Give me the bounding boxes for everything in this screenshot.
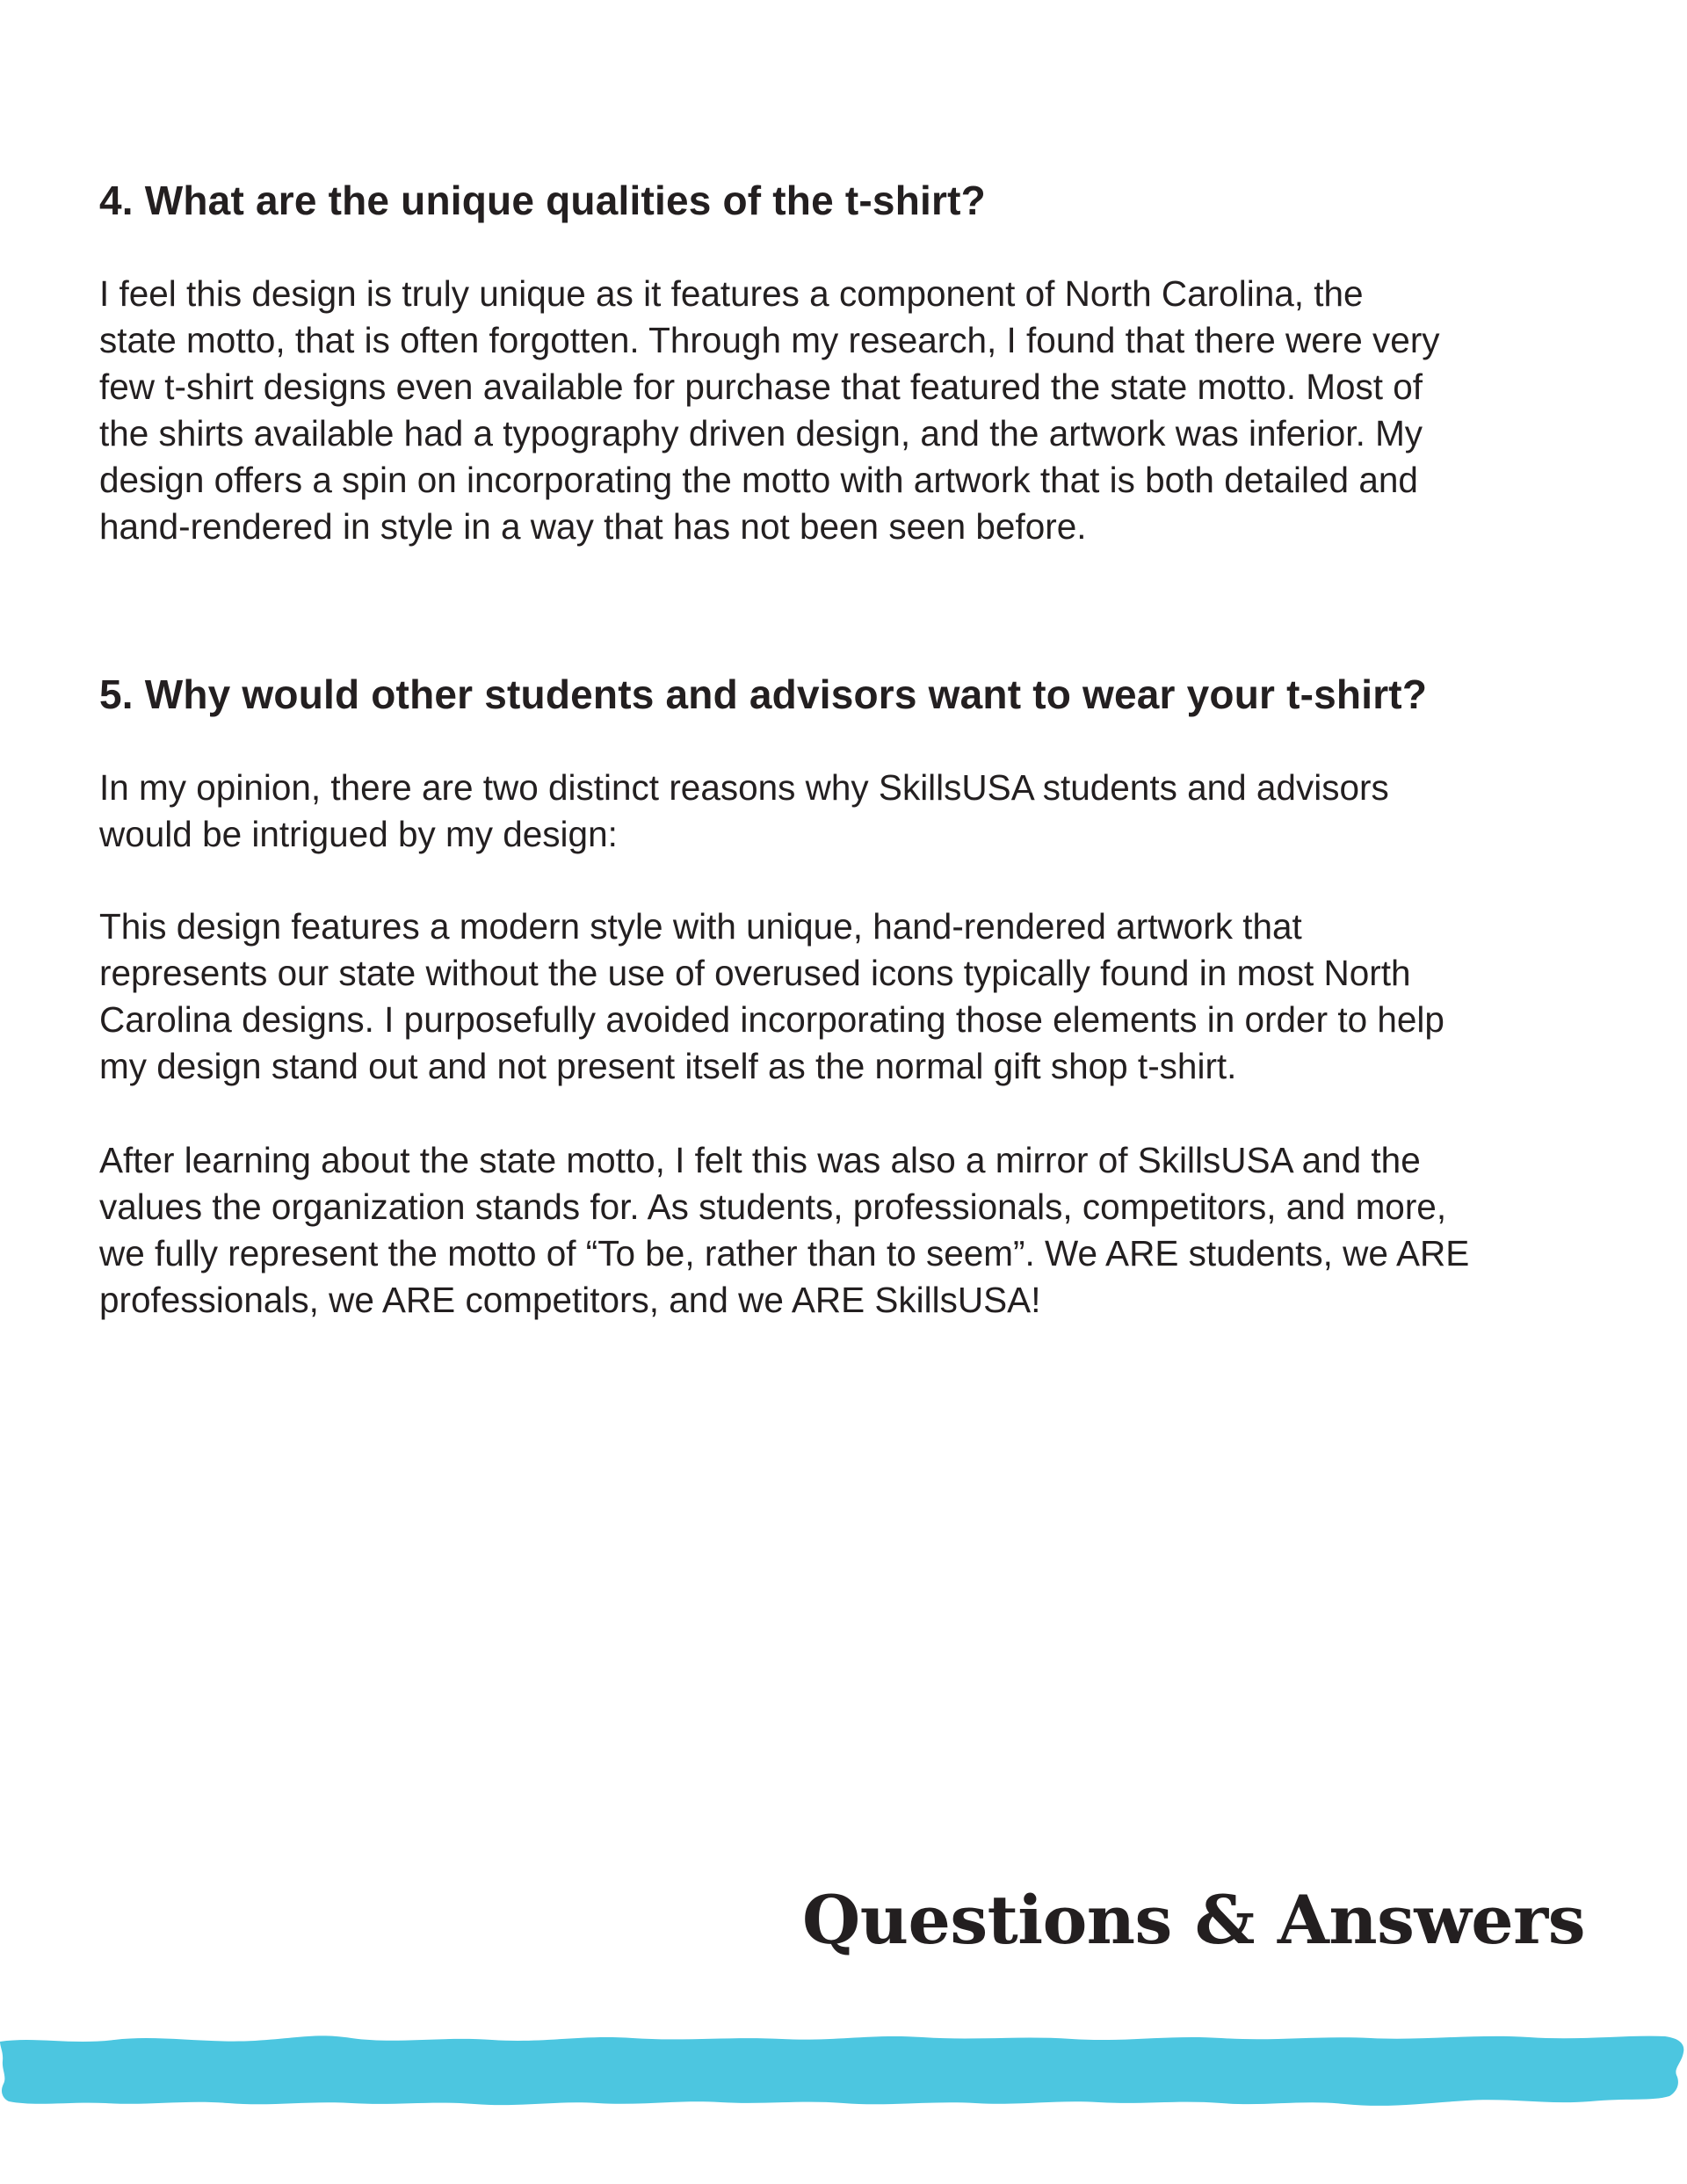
brush-stroke-shape	[0, 2035, 1683, 2105]
text-line: my design stand out and not present itself as the normal gift shop t-shirt.	[99, 1046, 1237, 1086]
answer-5-reason-2-paragraph	[99, 1137, 1469, 1324]
text-line: represents our state without the use of overused icons typically found in most North	[99, 953, 1411, 993]
text-line: This design features a modern style with unique, hand-rendered artwork that	[99, 906, 1302, 947]
answer-4-paragraph	[99, 271, 1440, 550]
text-line: I feel this design is truly unique as it features a component of North Carolina, the	[99, 273, 1364, 314]
text-line: In my opinion, there are two distinct reasons why SkillsUSA students and advisors	[99, 767, 1389, 808]
footer-title: Questions & Answers	[802, 1881, 1585, 1959]
text-line: professionals, we ARE competitors, and we ARE SkillsUSA!	[99, 1280, 1041, 1320]
text-line: few t-shirt designs even available for purchase that featured the state motto. Most of	[99, 366, 1423, 407]
brush-stroke-decoration	[0, 2017, 1687, 2114]
text-line: would be intrigued by my design:	[99, 814, 618, 854]
text-line: we fully represent the motto of “To be, rather than to seem”. We ARE students, we ARE	[99, 1233, 1470, 1273]
text-line: hand-rendered in style in a way that has not been seen before.	[99, 506, 1087, 547]
question-5-heading: 5. Why would other students and advisors want to wear your t-shirt?	[99, 671, 1428, 717]
answer-5-reason-1-paragraph	[99, 903, 1444, 1090]
text-line: Carolina designs. I purposefully avoided incorporating those elements in order to help	[99, 999, 1444, 1040]
text-line: the shirts available had a typography driven design, and the artwork was inferior. My	[99, 413, 1423, 453]
text-line: After learning about the state motto, I felt this was also a mirror of SkillsUSA and the	[99, 1140, 1421, 1180]
text-line: values the organization stands for. As students, professionals, competitors, and more,	[99, 1186, 1447, 1227]
answer-5-intro-paragraph	[99, 765, 1389, 858]
text-line: state motto, that is often forgotten. Through my research, I found that there were very	[99, 320, 1440, 360]
question-4-heading: 4. What are the unique qualities of the t-shirt?	[99, 178, 986, 223]
text-line: design offers a spin on incorporating the motto with artwork that is both detailed and	[99, 460, 1418, 500]
